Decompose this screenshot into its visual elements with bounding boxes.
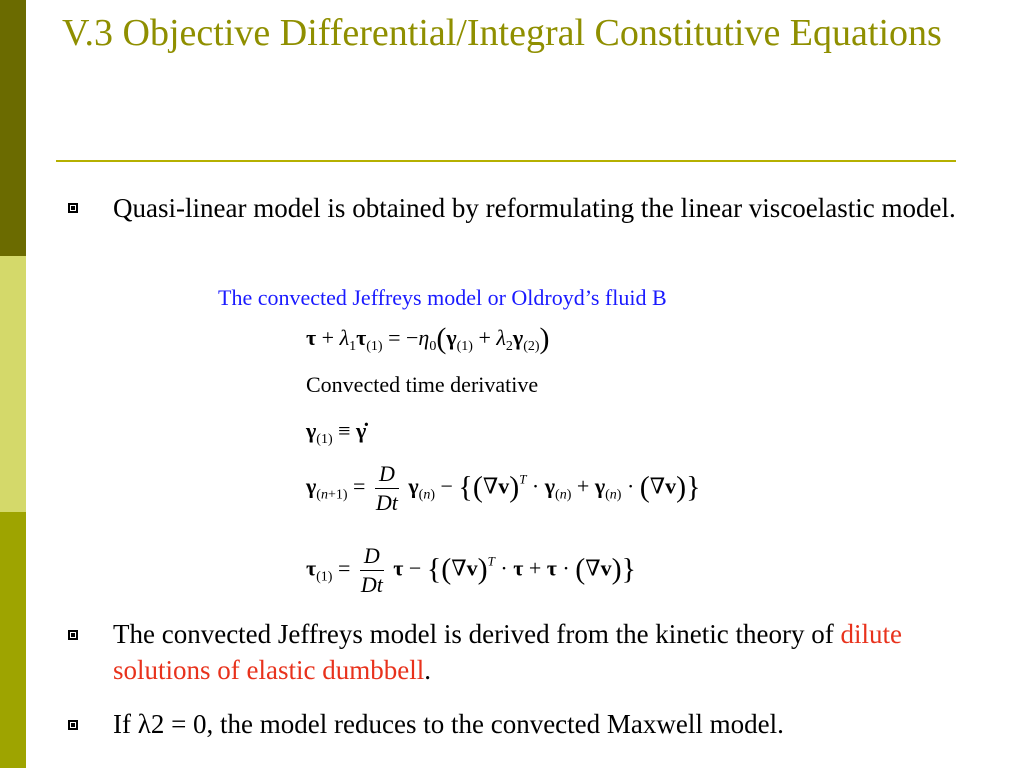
bullet-2-highlight: dilute solutions of elastic dumbbell [113,619,902,685]
bullet-text-3: If λ2 = 0, the model reduces to the convected Maxwell model. [113,709,784,739]
label-convected-time-derivative: Convected time derivative [306,372,539,397]
bullet-text-2 [113,616,973,688]
bullet-2-end: . [424,655,431,685]
bullet-2-text: The convected Jeffreys model is derived from the kinetic theory of [113,619,841,649]
sidebar-band-middle [0,256,26,512]
equation-gamma-n1: $\gamma_{(n+1)}$ = $\frac{D}{Dt}$ $\gamma_{(n)} - \{(\nabla v)^T \cdot \gamma_{(n)} + \gamma_{(n)} \cdot (\nabla v)\}$ [306,461,701,515]
sidebar-band-top [0,0,26,256]
equation-tau-1: $\tau_{(1)}$ = $\frac{D}{Dt}$ $\tau - \{(\nabla v)^T \cdot \tau + \tau \cdot (\nabla v)\}$ [306,543,636,597]
bullet-icon [68,203,78,213]
slide-title: V.3 Objective Differential/Integral Constitutive Equations [62,12,942,54]
equation-gamma-1: $\gamma_{(1)}$ ≡ γ̇ [306,418,367,447]
bullet-text-1: Quasi-linear model is obtained by reformulating the linear viscoelastic model. [113,193,956,223]
bullet-icon [68,720,78,730]
bullet-icon [68,630,78,640]
equation-jeffreys: $\tau + \lambda_1\tau_{(1)} = -\eta_0(\gamma_{(1)} + \lambda_2\gamma_{(2)})$ [306,322,550,355]
sidebar-band-bottom [0,512,26,768]
title-divider [56,160,956,162]
subheading: The convected Jeffreys model or Oldroyd’s fluid B [218,285,667,310]
